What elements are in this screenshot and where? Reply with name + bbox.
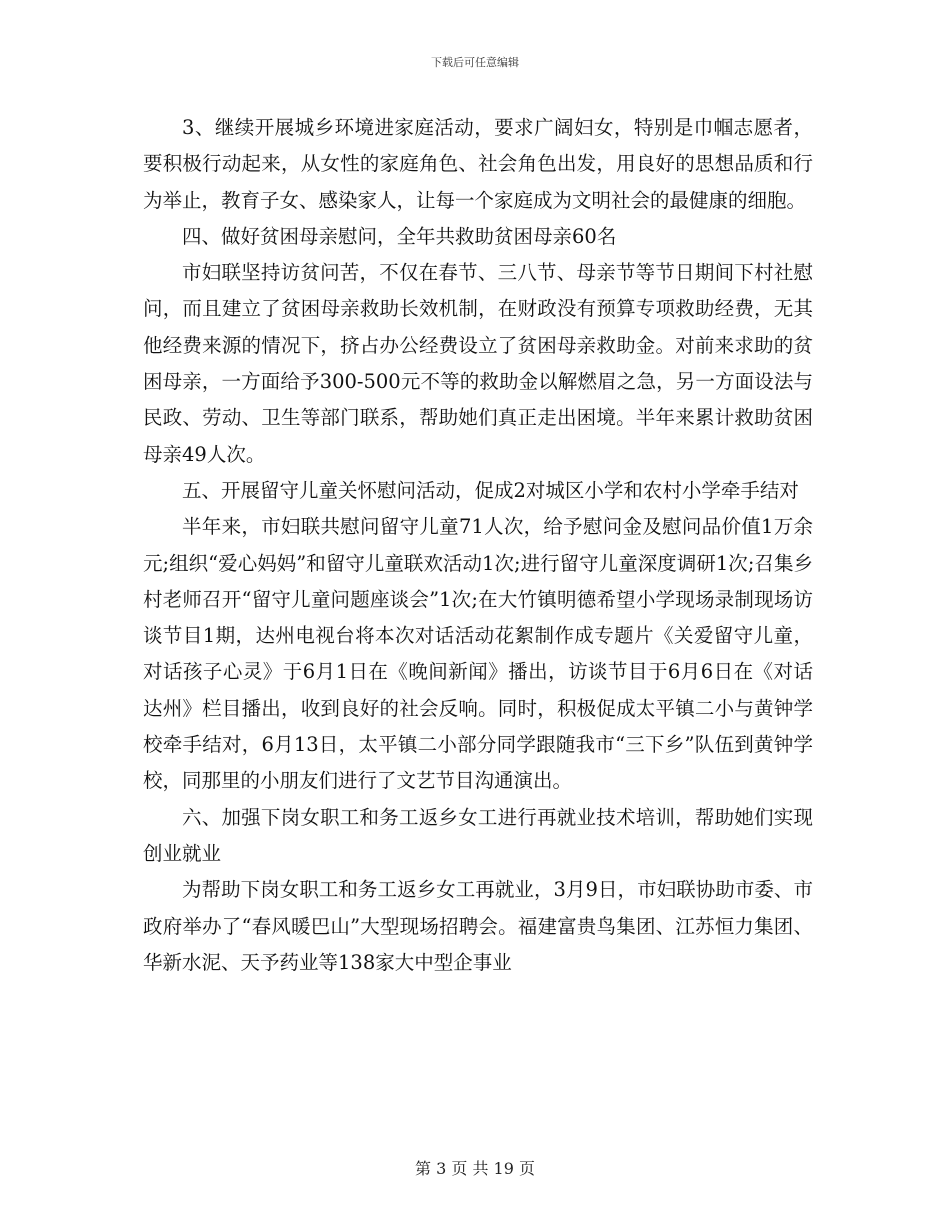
section-heading: 六、加强下岗女职工和务工返乡女工进行再就业技术培训，帮助她们实现创业就业 <box>143 805 813 865</box>
paragraph: 为帮助下岗女职工和务工返乡女工再就业，3月9日，市妇联协助市委、市政府举办了“春风暖巴山”大型现场招聘会。福建富贵鸟集团、江苏恒力集团、华新水泥、天予药业等138家大中型企事业 <box>143 878 813 974</box>
document-body <box>143 110 813 981</box>
page-number: 第 3 页 共 19 页 <box>415 1159 535 1178</box>
paragraph: 3、继续开展城乡环境进家庭活动，要求广阔妇女，特别是巾帼志愿者，要积极行动起来，从女性的家庭角色、社会角色出发，用良好的思想品质和行为举止，教育子女、感染家人，让每一个家庭成为文明社会的最健康的细胞。 <box>143 116 813 212</box>
section-heading: 五、开展留守儿童关怀慰问活动，促成2对城区小学和农村小学牵手结对 <box>182 478 799 502</box>
section-heading: 四、做好贫困母亲慰问，全年共救助贫困母亲60名 <box>182 224 617 248</box>
paragraph: 市妇联坚持访贫问苦，不仅在春节、三八节、母亲节等节日期间下村社慰问，而且建立了贫困母亲救助长效机制，在财政没有预算专项救助经费，无其他经费来源的情况下，挤占办公经费设立了贫困母亲救助金。对前来求助的贫困母亲，一方面给予300-500元不等的救助金以解燃眉之急，另一方面设法与民政、劳动、卫生等部门联系，帮助她们真正走出困境。半年来累计救助贫困母亲49人次。 <box>143 261 813 466</box>
page-header: 下载后可任意编辑 <box>431 56 519 69</box>
paragraph: 半年来，市妇联共慰问留守儿童71人次，给予慰问金及慰问品价值1万余元;组织“爱心妈妈”和留守儿童联欢活动1次;进行留守儿童深度调研1次;召集乡村老师召开“留守儿童问题座谈会”1次;在大竹镇明德希望小学现场录制现场访谈节目1期，达州电视台将本次对话活动花絮制作成专题片《关爱留守儿童，对话孩子心灵》于6月1日在《晚间新闻》播出，访谈节目于6月6日在《对话达州》栏目播出，收到良好的社会反响。同时，积极促成太平镇二小与黄钟学校牵手结对，6月13日，太平镇二小部分同学跟随我市“三下乡”队伍到黄钟学校，同那里的小朋友们进行了文艺节目沟通演出。 <box>143 515 813 793</box>
